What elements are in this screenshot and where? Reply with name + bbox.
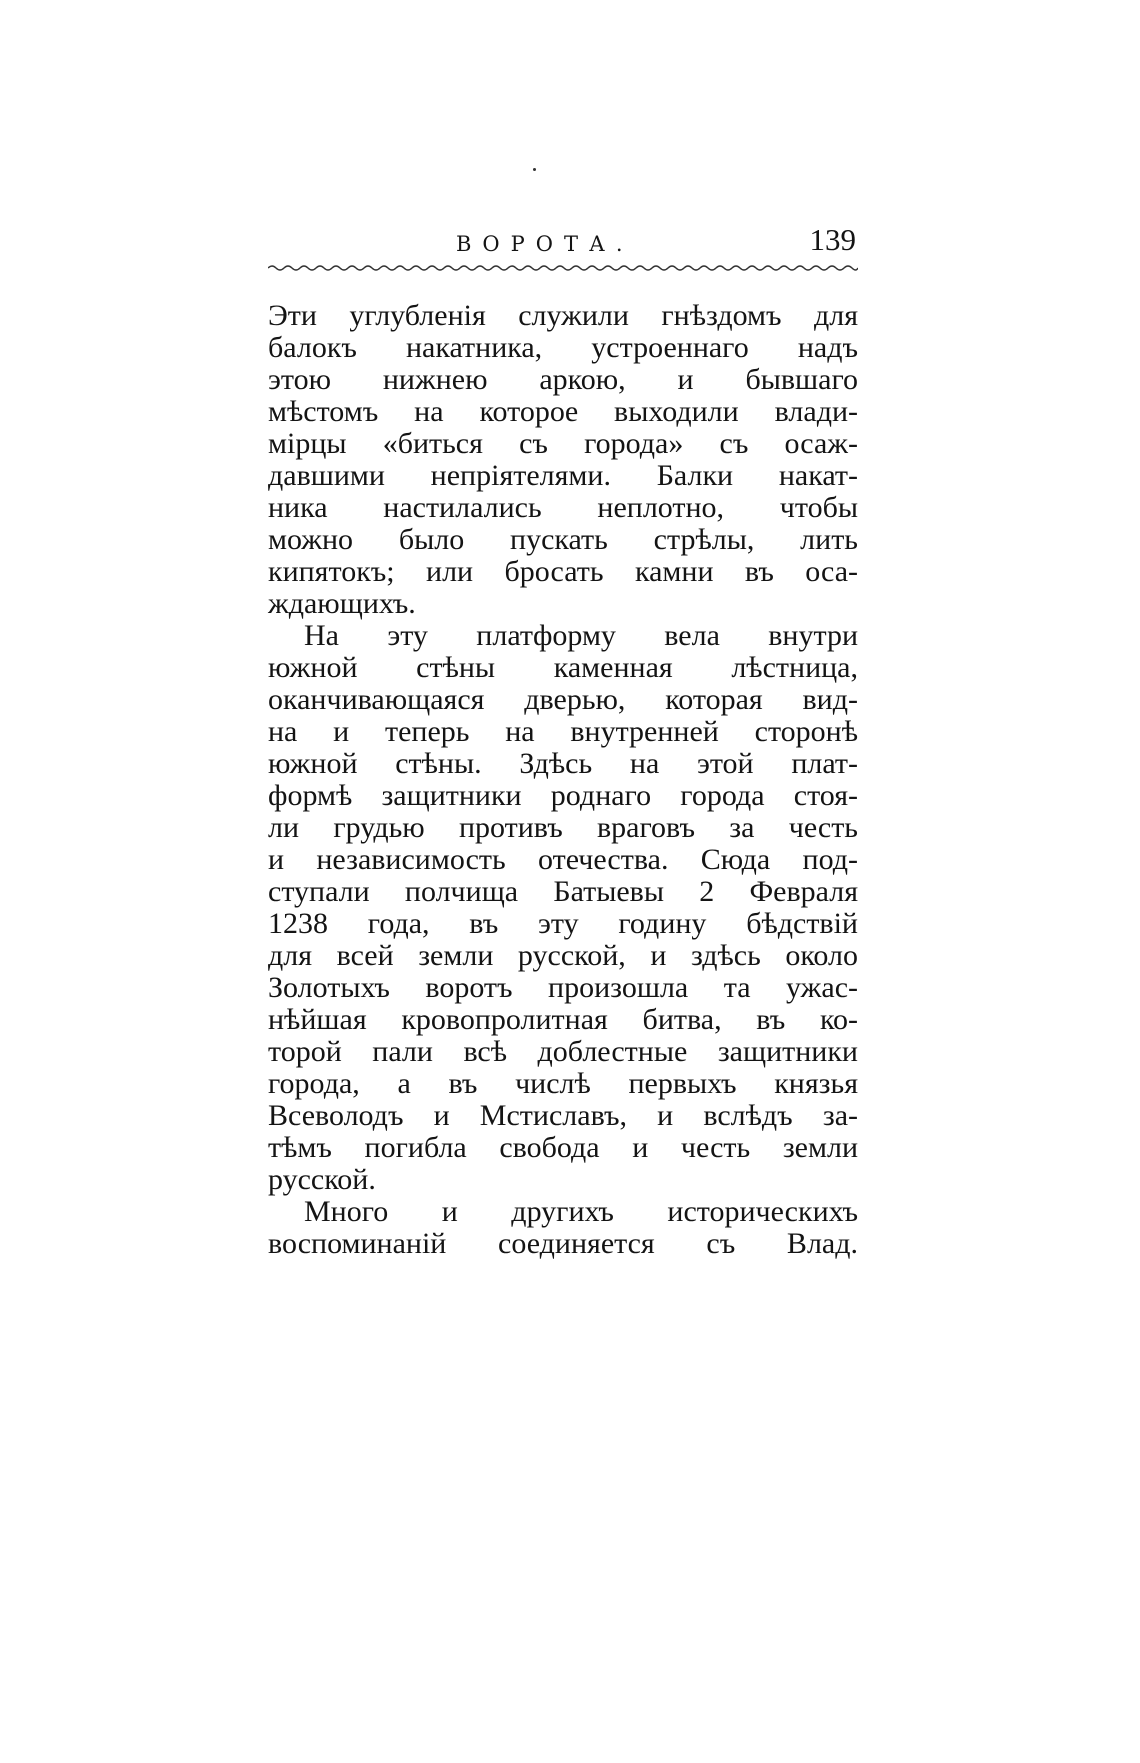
page-header: [268, 222, 858, 266]
text-line: Эти углубленія служили гнѣздомъ для: [268, 299, 858, 332]
text-line: воспоминаній соединяется съ Влад.: [268, 1227, 858, 1260]
text-line: и независимость отечества. Сюда под-: [268, 843, 858, 876]
page-number: 139: [809, 222, 856, 257]
running-title: ВОРОТА.: [456, 232, 634, 256]
text-line: южной стѣны каменная лѣстница,: [268, 651, 858, 684]
text-line: тѣмъ погибла свобода и честь земли: [268, 1131, 858, 1164]
text-line: южной стѣны. Здѣсь на этой плат-: [268, 747, 858, 780]
text-line: мірцы «биться съ города» съ осаж-: [268, 427, 858, 460]
text-line: кипятокъ; или бросать камни въ оса-: [268, 555, 858, 588]
text-line: На эту платформу вела внутри: [304, 619, 858, 652]
text-line: торой пали всѣ доблестные защитники: [268, 1035, 858, 1068]
text-line: Много и другихъ историческихъ: [304, 1195, 858, 1228]
text-line: города, а въ числѣ первыхъ князья: [268, 1067, 858, 1100]
text-line: можно было пускать стрѣлы, лить: [268, 523, 858, 556]
paragraph-3: [268, 1196, 858, 1260]
paragraph-2: [268, 620, 858, 1196]
text-line: ждающихъ.: [268, 587, 416, 620]
text-line: давшими непріятелями. Балки накат-: [268, 459, 858, 492]
text-line: мѣстомъ на котороe выходили влади-: [268, 395, 858, 428]
text-line: на и теперь на внутренней сторонѣ: [268, 715, 858, 748]
text-line: Всеволодъ и Мстиславъ, и вслѣдъ за-: [268, 1099, 858, 1132]
text-line: русской.: [268, 1163, 376, 1196]
text-line: оканчивающаяся дверью, которая вид-: [268, 683, 858, 716]
paragraph-1: [268, 300, 858, 620]
text-line: ли грудью противъ враговъ за честь: [268, 811, 858, 844]
text-line: этою нижнею аркою, и бывшаго: [268, 363, 858, 396]
header-wavy-rule: [268, 263, 858, 273]
print-speck: [533, 168, 536, 171]
body-text: [268, 300, 858, 1260]
text-line: Золотыхъ воротъ произошла та ужас-: [268, 971, 858, 1004]
text-line: 1238 года, въ эту годину бѣдствій: [268, 907, 858, 940]
text-line: балокъ накатника, устроеннаго надъ: [268, 331, 858, 364]
text-line: ника настилались неплотно, чтобы: [268, 491, 858, 524]
text-line: ступали полчища Батыевы 2 Февраля: [268, 875, 858, 908]
text-line: формѣ защитники роднаго города стоя-: [268, 779, 858, 812]
text-line: нѣйшая кровопролитная битва, въ ко-: [268, 1003, 858, 1036]
text-line: для всей земли русской, и здѣсь около: [268, 939, 858, 972]
